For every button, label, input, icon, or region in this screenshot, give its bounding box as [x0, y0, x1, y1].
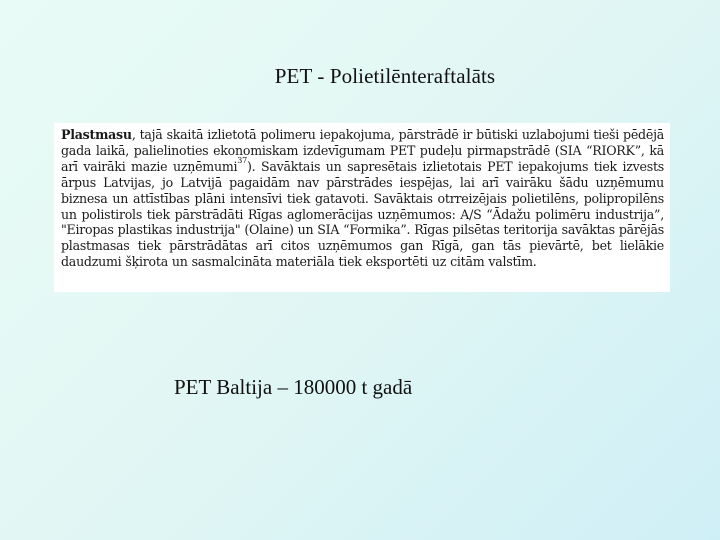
excerpt-paragraph [61, 127, 664, 270]
excerpt-body-part2: ). Savāktais un sapresētais izlietotais PET iepakojums tiek izvests ārpus Latvijas, jo Latvijā pagaidām nav pārstrādes iespējas, lai arī vairāku šādu uzņēmumu biznesa un attīstības plāni intensīvi tiek gatavoti. Savāktais otrreizējais polietilēns, polipropilēns un polistirols tiek pārstrādāti Rīgas aglomerācijas uzņēmumos: A/S “Ādažu polimēru industrija”, "Eiropas plastikas industrija" (Olaine) un SIA “Formika”. Rīgas pilsētas teritorija savāktas pārējās plastmasas tiek pārstrādātas arī citos uzņēmumos gan Rīgā, gan tās pievārtē, bet lielākie daudzumi šķirota un sasmalcināta materiāla tiek eksportēti uz citām valstīm. [61, 158, 665, 270]
excerpt-lead-word: Plastmasu [61, 127, 132, 142]
scanned-text-excerpt [54, 123, 670, 292]
slide-caption: PET Baltija – 180000 t gadā [174, 375, 413, 399]
excerpt-body-part1: , tajā skaitā izlietotā polimeru iepakojuma, pārstrādē ir būtiski uzlabojumi tieši pēdējā gada laikā, palielinoties ekonomiskam izdevīgumam PET pudeļu pirmapstrādē (SIA “RIORK”, kā arī vairāki mazie uzņēmumi [61, 127, 664, 174]
slide-title: PET - Polietilēnteraftalāts [274, 64, 496, 88]
footnote-reference: 37 [237, 155, 247, 165]
